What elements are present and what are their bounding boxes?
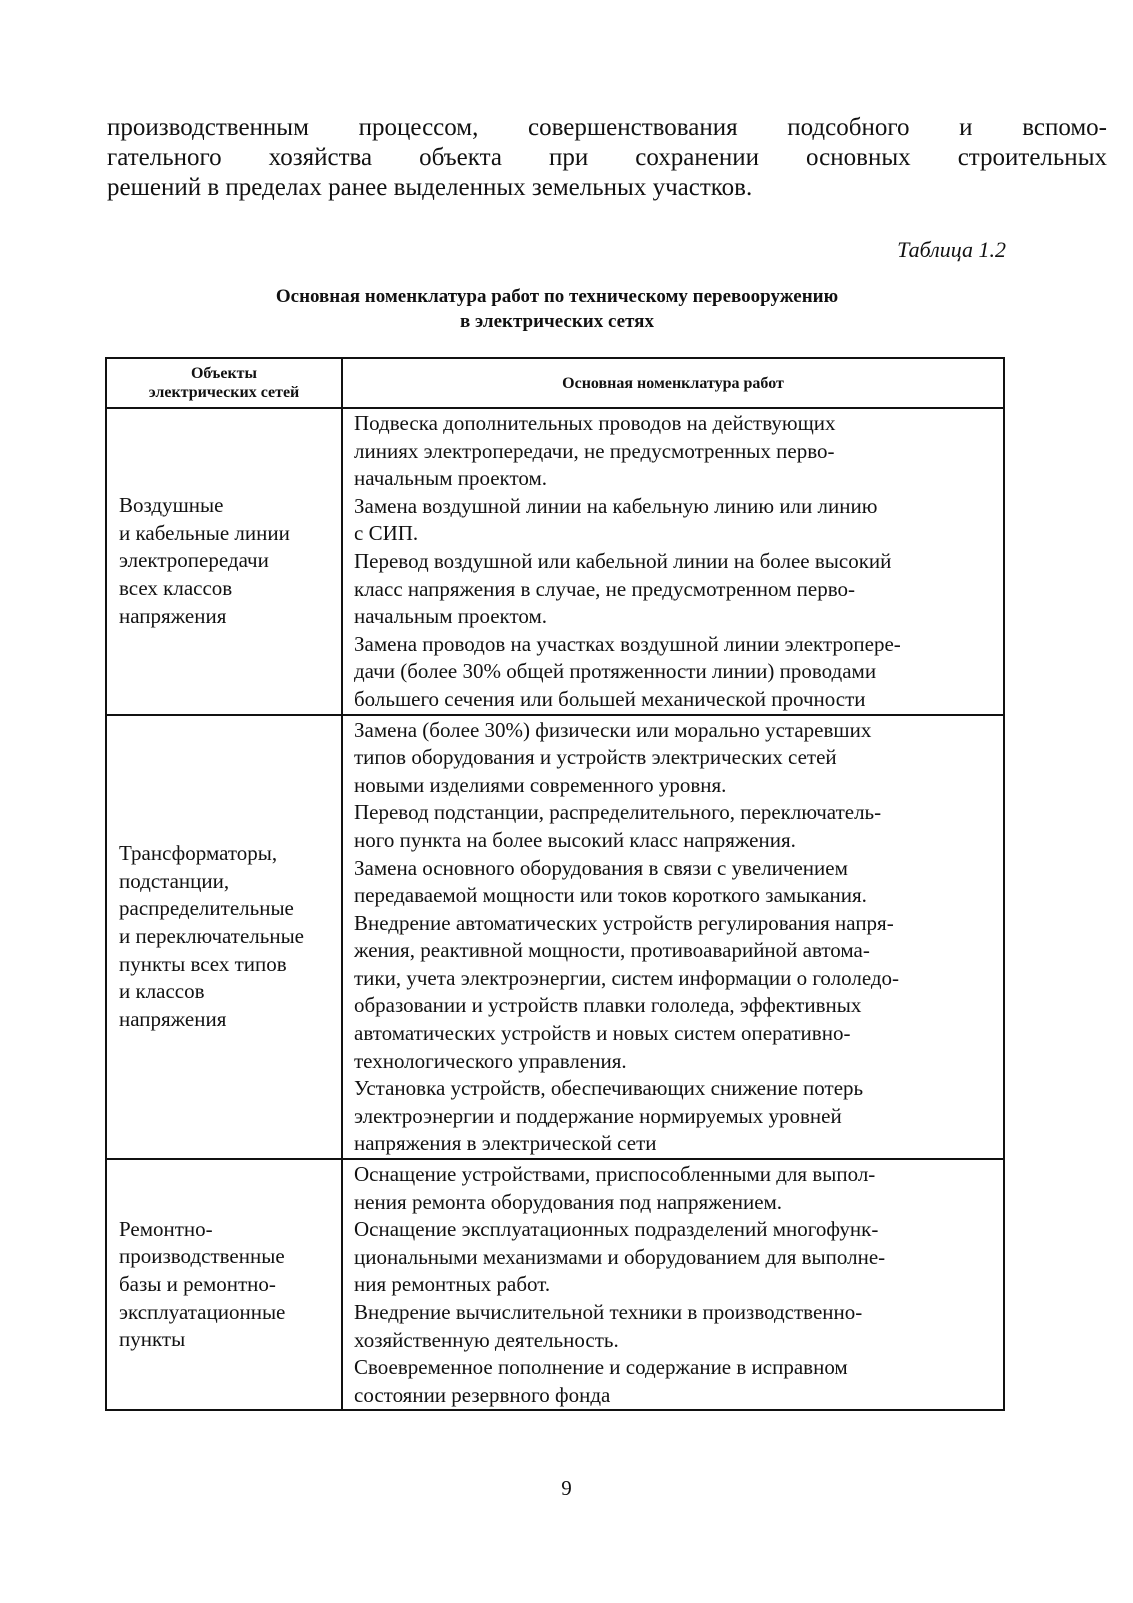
object-line: всех классов (119, 576, 233, 601)
object-cell (106, 715, 342, 1160)
work-line: технологического управления. (354, 1048, 627, 1073)
object-line: пункты (119, 1327, 186, 1352)
work-line: Перевод подстанции, распределительного, переключатель- (354, 800, 882, 825)
table-row (106, 1159, 1004, 1410)
object-line: Воздушные (119, 493, 224, 518)
table-row (106, 715, 1004, 1160)
works-cell (342, 1159, 1004, 1410)
object-line: распределительные (119, 896, 294, 921)
intro-line: решений в пределах ранее выделенных земельных участков. (107, 174, 753, 201)
object-line: подстанции, (119, 868, 230, 893)
table-title-line: в электрических сетях (460, 311, 654, 332)
work-line: тики, учета электроэнергии, систем информации о гололедо- (354, 965, 900, 990)
work-line: образовании и устройств плавки гололеда, эффективных (354, 993, 862, 1018)
work-line: Внедрение вычислительной техники в производственно- (354, 1300, 863, 1324)
work-line: автоматических устройств и новых систем оперативно- (354, 1021, 851, 1046)
work-line: линиях электропередачи, не предусмотренных перво- (354, 438, 835, 463)
header-works: Основная номенклатура работ (342, 358, 1004, 408)
work-line: передаваемой мощности или токов короткого замыкания. (354, 883, 867, 908)
object-line: Ремонтно- (119, 1216, 213, 1241)
object-line: базы и ремонтно- (119, 1271, 276, 1296)
table-header-row (106, 358, 1004, 408)
table-row (106, 408, 1004, 715)
work-line: новыми изделиями современного уровня. (354, 772, 727, 797)
work-line: нения ремонта оборудования под напряжением. (354, 1189, 783, 1214)
work-line: Внедрение автоматических устройств регулирования напря- (354, 910, 894, 935)
work-line: циональными механизмами и оборудованием для выполне- (354, 1244, 886, 1269)
work-line: ного пункта на более высокий класс напряжения. (354, 827, 796, 852)
work-line: начальным проектом. (354, 466, 548, 491)
object-line: эксплуатационные (119, 1299, 286, 1324)
work-line: с СИП. (354, 521, 419, 546)
work-line: большего сечения или большей механической прочности (354, 686, 866, 711)
object-line: напряжения (119, 603, 227, 628)
work-line: Установка устройств, обеспечивающих снижение потерь (354, 1076, 864, 1101)
work-line: Своевременное пополнение и содержание в исправном (354, 1355, 848, 1380)
object-line: производственные (119, 1244, 285, 1269)
object-cell (106, 1159, 342, 1410)
nomenclature-table (105, 357, 1005, 1411)
work-line: состоянии резервного фонда (354, 1382, 611, 1407)
intro-line: гательного хозяйства объекта при сохранении основных строительных (107, 144, 1107, 171)
object-line: и кабельные линии (119, 520, 290, 545)
work-line: дачи (более 30% общей протяженности линии) проводами (354, 659, 877, 684)
intro-paragraph (107, 113, 1107, 203)
work-line: типов оборудования и устройств электрических сетей (354, 745, 837, 770)
work-line: напряжения в электрической сети (354, 1131, 657, 1156)
header-objects-line: электрических сетей (148, 384, 300, 401)
work-line: Оснащение эксплуатационных подразделений многофунк- (354, 1217, 879, 1242)
work-line: Замена воздушной линии на кабельную линию или линию (354, 493, 878, 518)
object-line: и классов (119, 979, 205, 1004)
works-cell (342, 715, 1004, 1160)
object-line: напряжения (119, 1006, 227, 1031)
work-line: ния ремонтных работ. (354, 1272, 551, 1297)
table-label: Таблица 1.2 (897, 237, 1006, 262)
table-title-line: Основная номенклатура работ по техническому перевооружению (275, 286, 839, 307)
work-line: начальным проектом. (354, 604, 548, 629)
header-objects (106, 358, 342, 408)
object-line: электропередачи (119, 548, 269, 573)
work-line: Оснащение устройствами, приспособленными для выпол- (354, 1162, 876, 1187)
header-objects-line: Объекты (190, 365, 258, 382)
work-line: электроэнергии и поддержание нормируемых уровней (354, 1103, 842, 1128)
object-line: и переключательные (119, 923, 305, 948)
work-line: Замена проводов на участках воздушной линии электропере- (354, 631, 901, 656)
page-number: 9 (561, 1476, 572, 1500)
table-title (107, 284, 1007, 334)
work-line: жения, реактивной мощности, противоаварийной автома- (354, 938, 870, 963)
work-line: хозяйственную деятельность. (354, 1327, 619, 1352)
works-cell (342, 408, 1004, 715)
work-line: Замена основного оборудования в связи с увеличением (354, 855, 848, 880)
object-line: пункты всех типов (119, 951, 287, 976)
intro-line: производственным процессом, совершенствования подсобного и вспомо- (107, 114, 1107, 141)
work-line: класс напряжения в случае, не предусмотренном перво- (354, 576, 855, 601)
work-line: Замена (более 30%) физически или морально устаревших (354, 717, 872, 742)
object-cell (106, 408, 342, 715)
work-line: Подвеска дополнительных проводов на действующих (354, 411, 836, 435)
object-line: Трансформаторы, (119, 841, 278, 866)
work-line: Перевод воздушной или кабельной линии на более высокий (354, 548, 892, 573)
